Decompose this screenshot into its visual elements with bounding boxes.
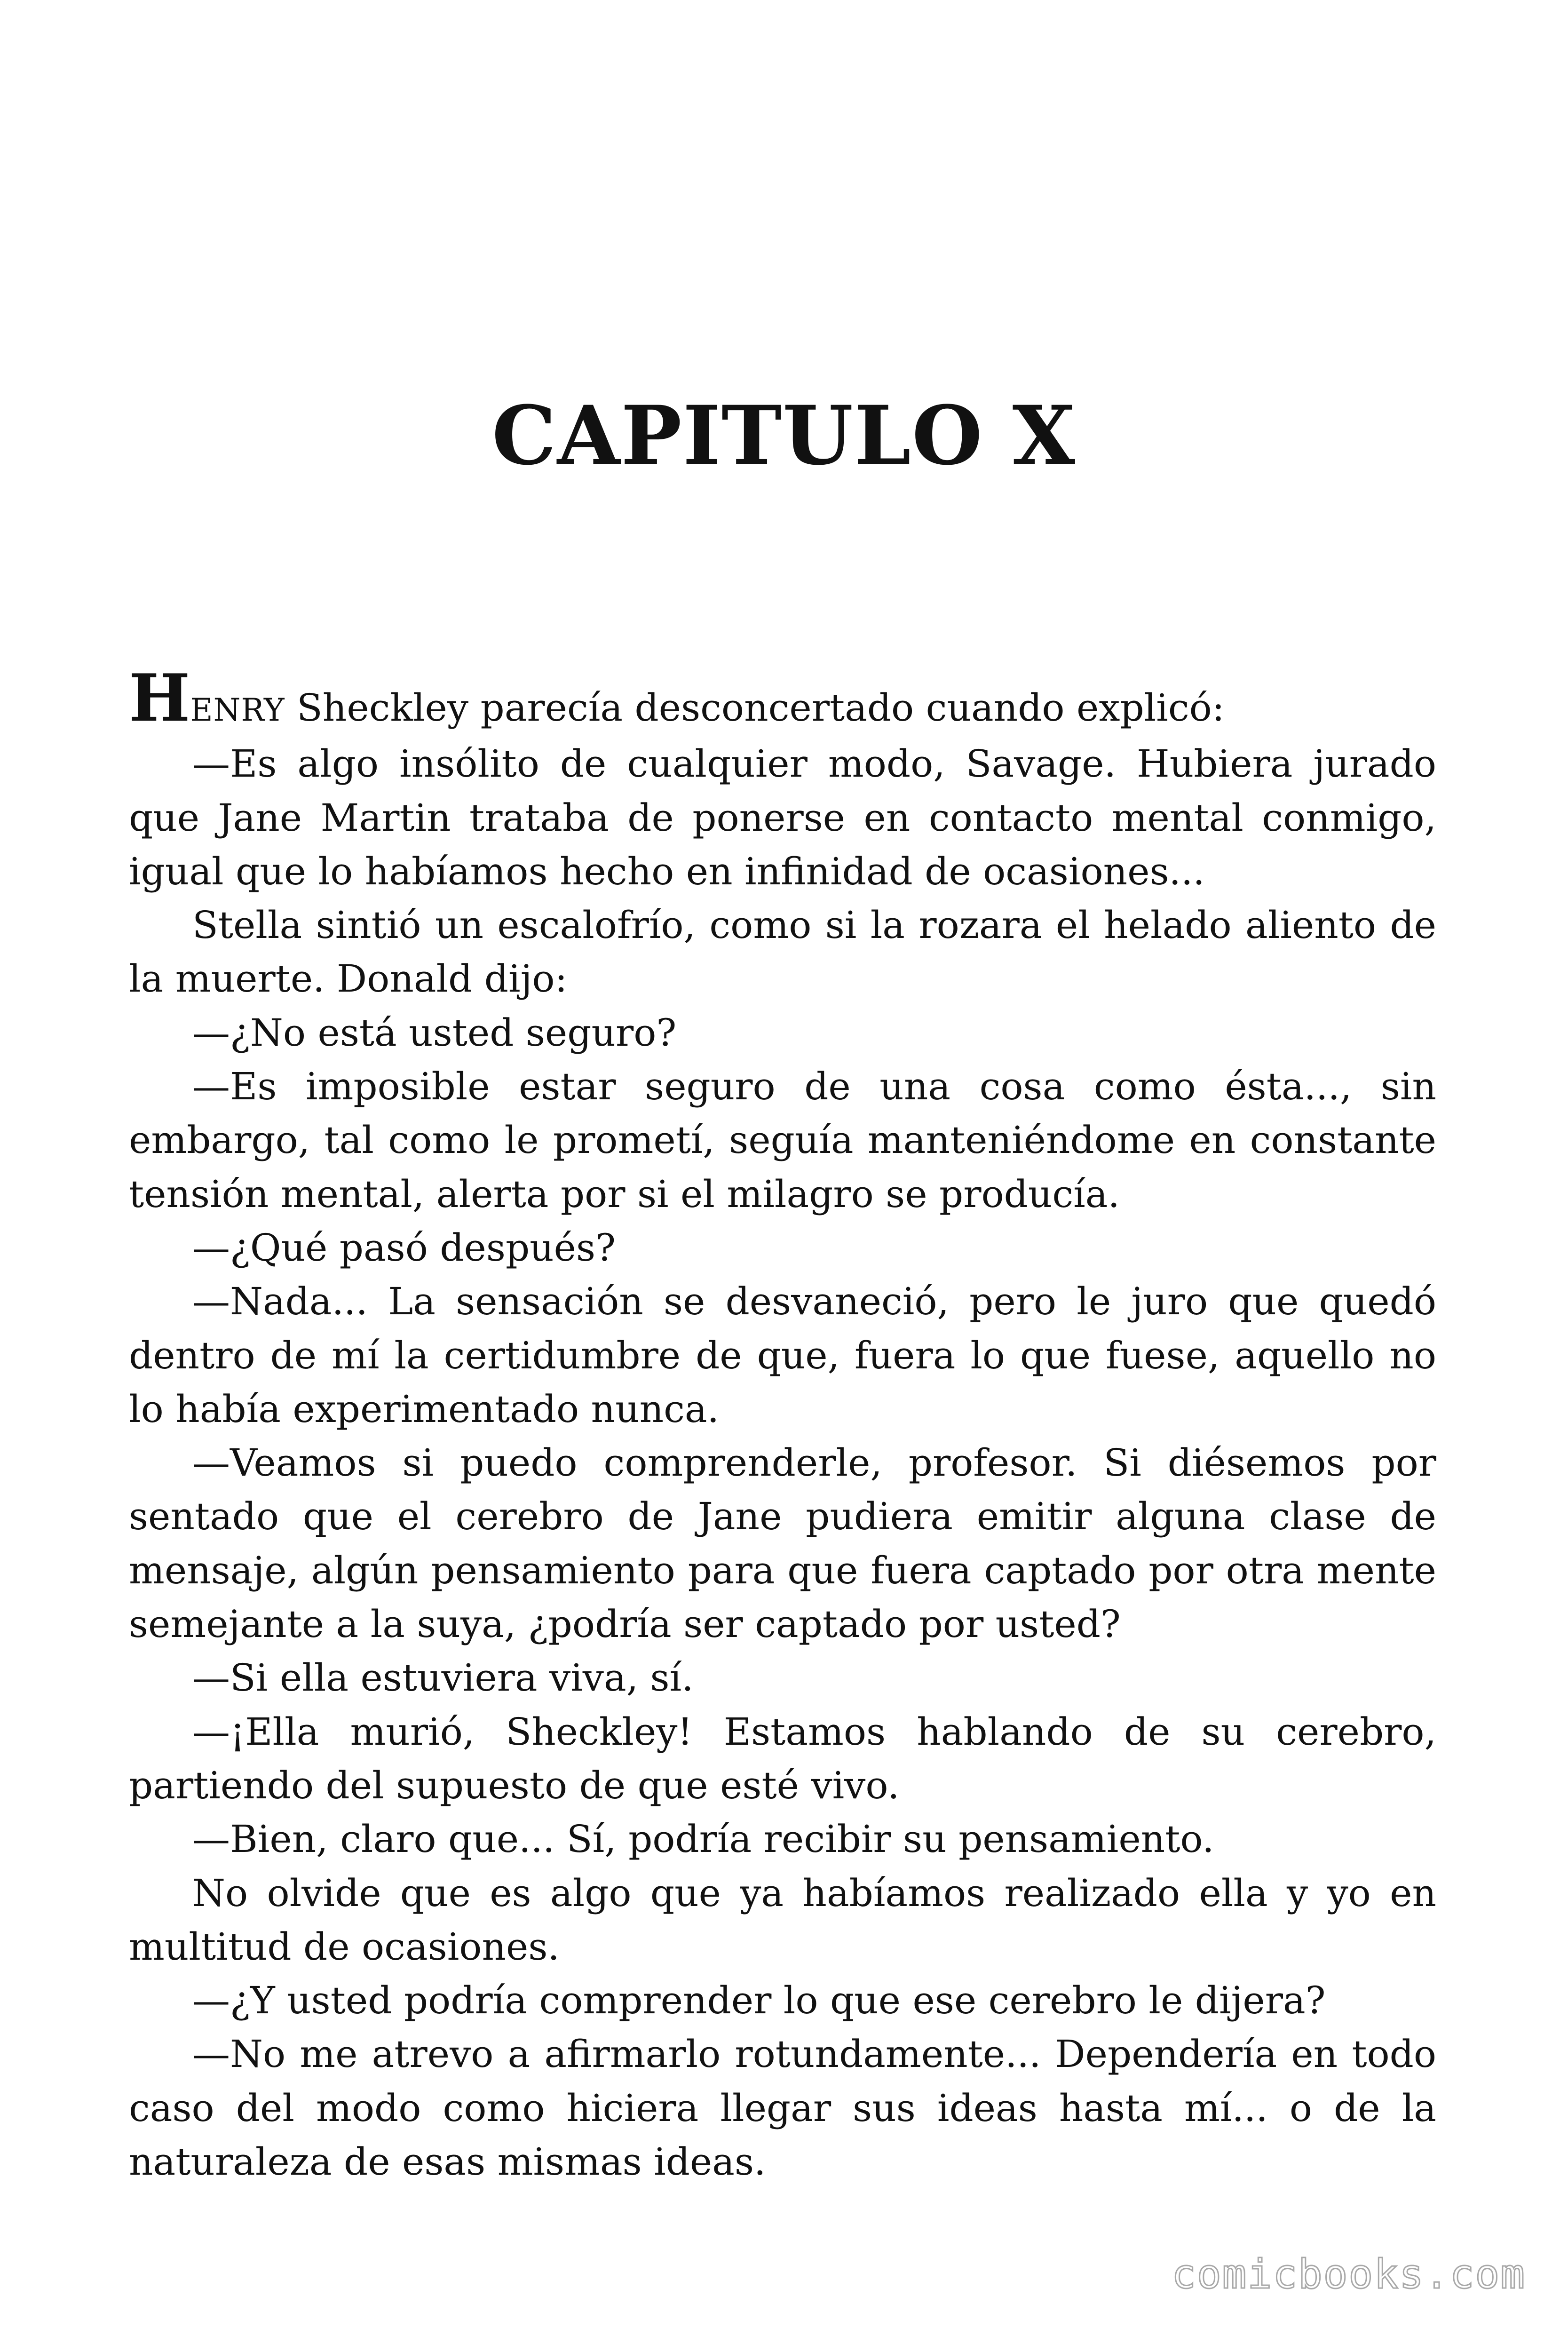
drop-cap: H	[129, 660, 190, 736]
watermark: comicbooks.com	[1172, 2251, 1526, 2298]
paragraph: Stella sintió un escalofrío, como si la rozara el helado aliento de la muerte. Donald dijo:	[129, 903, 1436, 1001]
chapter-body	[129, 660, 1436, 2189]
paragraph: —¿Qué pasó después?	[192, 1225, 616, 1270]
chapter-title: CAPITULO X	[491, 388, 1077, 483]
paragraph: —Bien, claro que... Sí, podría recibir su pensamiento.	[192, 1817, 1214, 1861]
paragraph: No olvide que es algo que ya habíamos realizado ella y yo en multitud de ocasiones.	[129, 1871, 1436, 1969]
paragraph: —Nada... La sensación se desvaneció, pero le juro que quedó dentro de mí la certidumbre de que, fuera lo que fuese, aquello no lo había experimentado nunca.	[129, 1279, 1436, 1431]
paragraph: —No me atrevo a afirmarlo rotundamente... Dependería en todo caso del modo como hiciera llegar sus ideas hasta mí... o de la naturaleza de esas mismas ideas.	[129, 2032, 1436, 2184]
paragraph: —Veamos si puedo comprenderle, profesor. Si diésemos por sentado que el cerebro de Jane pudiera emitir alguna clase de mensaje, algún pensamiento para que fuera captado por otra mente semejante a la suya, ¿podría ser captado por usted?	[129, 1441, 1436, 1646]
paragraph: —¿Y usted podría comprender lo que ese cerebro le dijera?	[192, 1979, 1326, 2023]
paragraph: —Es algo insólito de cualquier modo, Savage. Hubiera jurado que Jane Martin trataba de ponerse en contacto mental conmigo, igual que lo habíamos hecho en infinidad de ocasiones...	[129, 742, 1436, 893]
paragraph: —¿No está usted seguro?	[192, 1010, 677, 1055]
opening-small-caps: ENRY	[190, 692, 285, 728]
opening-text: Sheckley parecía desconcertado cuando explicó:	[285, 686, 1225, 730]
paragraph: —Si ella estuviera viva, sí.	[192, 1656, 694, 1700]
opening-paragraph	[129, 660, 1436, 737]
paragraph: —Es imposible estar seguro de una cosa como ésta..., sin embargo, tal como le prometí, seguía manteniéndome en constante tensión mental, alerta por si el milagro se producía.	[129, 1065, 1436, 1216]
paragraph: —¡Ella murió, Sheckley! Estamos hablando de su cerebro, partiendo del supuesto de que esté vivo.	[129, 1709, 1436, 1807]
